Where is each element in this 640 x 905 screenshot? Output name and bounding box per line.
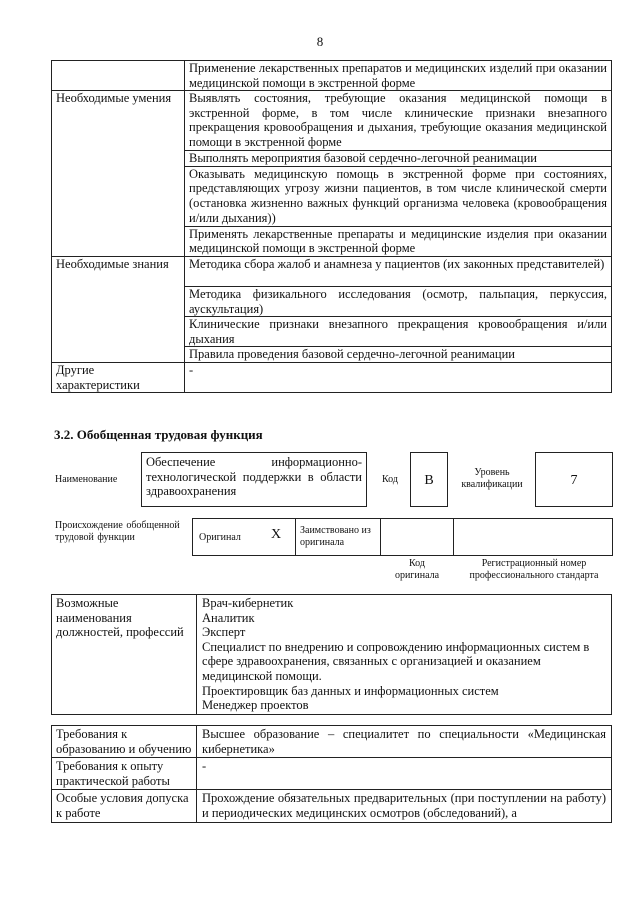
table-row bbox=[52, 758, 612, 790]
section-heading: 3.2. Обобщенная трудовая функция bbox=[54, 427, 263, 442]
reg-number-caption: Регистрационный номер профессионального стандарта bbox=[469, 558, 599, 581]
position-item: Эксперт bbox=[202, 625, 246, 640]
row-item: Применение лекарственных препаратов и медицинских изделий при оказании медицинской помощи в экстренной форме bbox=[185, 61, 612, 91]
positions-table bbox=[51, 594, 612, 715]
reg-number-cell bbox=[453, 518, 613, 556]
name-label: Наименование bbox=[55, 474, 118, 485]
table-row bbox=[52, 595, 612, 715]
code-label: Код bbox=[382, 474, 398, 485]
row-item: Оказывать медицинскую помощь в экстренной форме при состояниях, представляющих угрозу жизни пациентов, в том числе клинической смерти (остановка жизненно важных функций организма человека (кровообращения и/или дыхания)) bbox=[185, 166, 612, 226]
row-label: Необходимые знания bbox=[52, 256, 185, 362]
row-label: Другие характеристики bbox=[52, 362, 185, 392]
position-item: Специалист по внедрению и сопровождению информационных систем в сфере здравоохранения, связанных с организацией и оказанием медицинской помощи. bbox=[202, 639, 590, 683]
position-item: Аналитик bbox=[202, 610, 255, 625]
row-item: Применять лекарственные препараты и медицинские изделия при оказании медицинской помощи в экстренной форме bbox=[185, 226, 612, 256]
row-label: Необходимые умения bbox=[52, 91, 185, 257]
position-item: Врач-кибернетик bbox=[202, 596, 294, 610]
requirements-table bbox=[51, 725, 612, 823]
table-row bbox=[52, 61, 612, 91]
skills-table bbox=[51, 60, 612, 393]
positions-label: Возможные наименования должностей, профессий bbox=[52, 595, 197, 715]
row-item: Методика сбора жалоб и анамнеза у пациентов (их законных представителей) bbox=[185, 256, 612, 286]
row-value: Прохождение обязательных предварительных (при поступлении на работу) и периодических медицинских осмотров (обследований), а bbox=[197, 790, 612, 822]
origin-option-original: Оригинал bbox=[199, 532, 241, 543]
function-name-value: Обеспечение информационно-технологической поддержки в области здравоохранения bbox=[141, 452, 367, 507]
positions-list bbox=[197, 595, 612, 715]
row-label: Требования к опыту практической работы bbox=[52, 758, 197, 790]
level-value: 7 bbox=[535, 452, 613, 507]
row-item: Методика физикального исследования (осмотр, пальпация, перкуссия, аускультация) bbox=[185, 286, 612, 316]
table-row bbox=[52, 790, 612, 822]
origin-borrowed-cell bbox=[295, 518, 381, 556]
level-label: Уровень квалификации bbox=[461, 467, 523, 490]
row-label bbox=[52, 61, 185, 91]
origin-mark: X bbox=[271, 527, 282, 542]
origin-original-cell bbox=[192, 518, 296, 556]
origin-label: Происхождение обобщенной трудовой функции bbox=[55, 520, 180, 543]
page-number: 8 bbox=[316, 34, 324, 49]
row-item: Выполнять мероприятия базовой сердечно-легочной реанимации bbox=[185, 151, 612, 167]
original-code-caption: Код оригинала bbox=[394, 558, 440, 581]
row-item: Клинические признаки внезапного прекращения кровообращения и/или дыхания bbox=[185, 317, 612, 347]
table-row bbox=[52, 726, 612, 758]
original-code-cell bbox=[380, 518, 454, 556]
table-row bbox=[52, 256, 612, 286]
row-label: Требования к образованию и обучению bbox=[52, 726, 197, 758]
table-row bbox=[52, 91, 612, 151]
position-item: Проектировщик баз данных и информационных систем bbox=[202, 683, 499, 698]
row-value: - bbox=[197, 758, 612, 790]
row-item: - bbox=[185, 362, 612, 392]
row-item: Выявлять состояния, требующие оказания медицинской помощи в экстренной форме, в том числе клинические признаки внезапного прекращения кровообращения и дыхания, требующие оказания медицинской помощи в экстренной форме bbox=[185, 91, 612, 151]
row-value: Высшее образование – специалитет по специальности «Медицинская кибернетика» bbox=[197, 726, 612, 758]
code-value: B bbox=[410, 452, 448, 507]
origin-option-borrowed: Заимствовано из оригинала bbox=[300, 525, 371, 548]
row-label: Особые условия допуска к работе bbox=[52, 790, 197, 822]
table-row bbox=[52, 362, 612, 392]
position-item: Менеджер проектов bbox=[202, 698, 309, 713]
row-item: Правила проведения базовой сердечно-легочной реанимации bbox=[185, 347, 612, 363]
